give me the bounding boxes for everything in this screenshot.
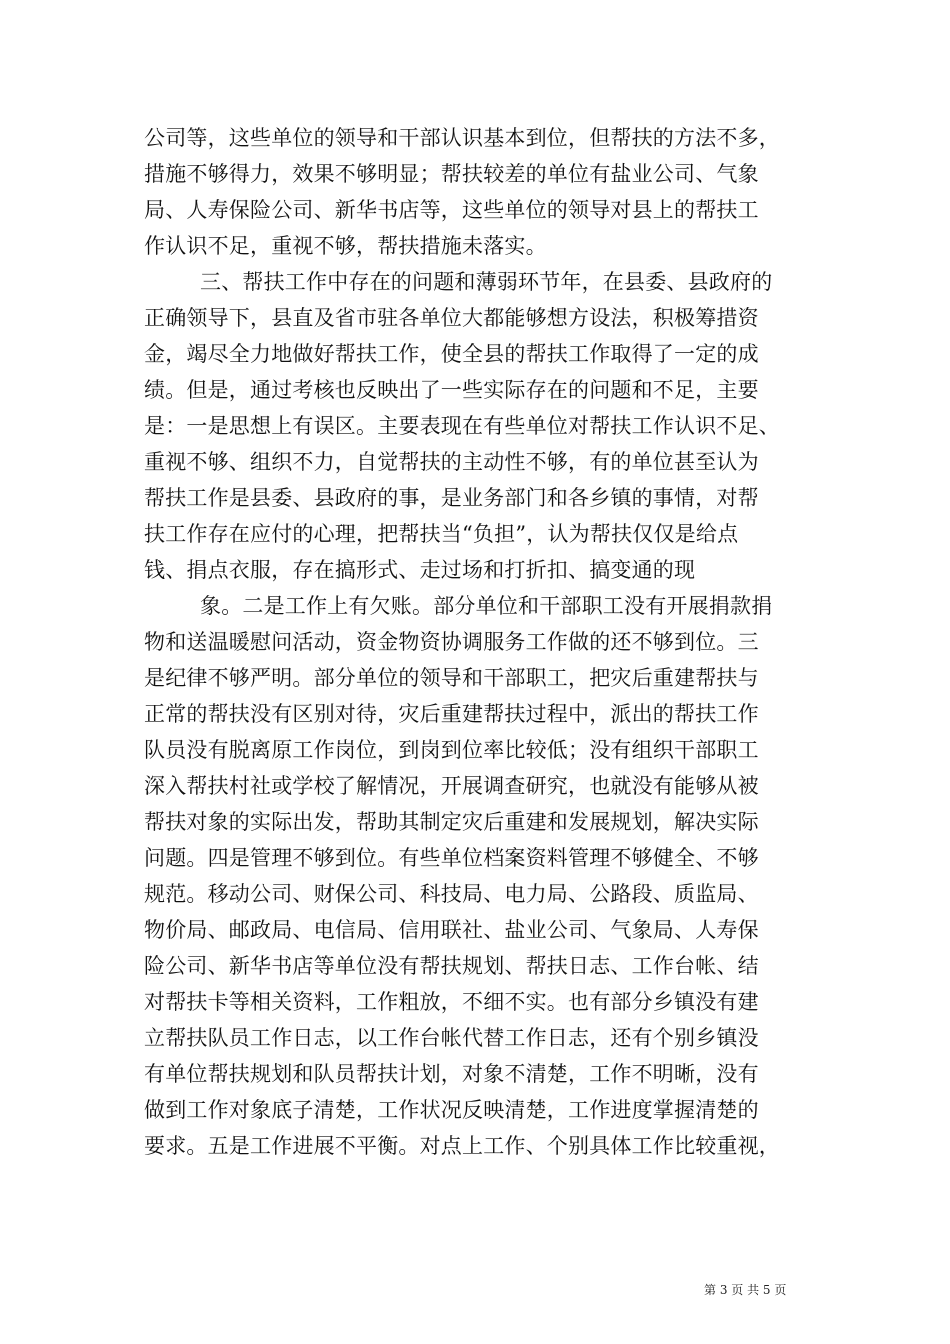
text-line: 帮扶对象的实际出发，帮助其制定灾后重建和发展规划，解决实际 bbox=[144, 810, 759, 834]
text-line: 正常的帮扶没有区别对待，灾后重建帮扶过程中，派出的帮扶工作 bbox=[144, 702, 759, 726]
text-line: 深入帮扶村社或学校了解情况，开展调查研究，也就没有能够从被 bbox=[144, 774, 759, 798]
text-line: 三、帮扶工作中存在的问题和薄弱环节年，在县委、县政府的 bbox=[200, 270, 773, 294]
text-line: 是：一是思想上有误区。主要表现在有些单位对帮扶工作认识不足、 bbox=[144, 414, 780, 438]
text-line: 局、人寿保险公司、新华书店等，这些单位的领导对县上的帮扶工 bbox=[144, 198, 759, 222]
text-line: 正确领导下，县直及省市驻各单位大都能够想方设法，积极筹措资 bbox=[144, 306, 759, 330]
text-line: 险公司、新华书店等单位没有帮扶规划、帮扶日志、工作台帐、结 bbox=[144, 954, 759, 978]
text-line: 对帮扶卡等相关资料，工作粗放，不细不实。也有部分乡镇没有建 bbox=[144, 990, 759, 1014]
text-line: 物和送温暖慰问活动，资金物资协调服务工作做的还不够到位。三 bbox=[144, 630, 759, 654]
text-line: 重视不够、组织不力，自觉帮扶的主动性不够，有的单位甚至认为 bbox=[144, 450, 759, 474]
text-line: 钱、捐点衣服，存在搞形式、走过场和打折扣、搞变通的现 bbox=[144, 558, 696, 582]
text-line: 象。二是工作上有欠账。部分单位和干部职工没有开展捐款捐 bbox=[200, 594, 773, 618]
text-line: 帮扶工作是县委、县政府的事，是业务部门和各乡镇的事情，对帮 bbox=[144, 486, 759, 510]
text-line: 扶工作存在应付的心理，把帮扶当“负担”，认为帮扶仅仅是给点 bbox=[144, 522, 739, 546]
text-line: 措施不够得力，效果不够明显；帮扶较差的单位有盐业公司、气象 bbox=[144, 162, 759, 186]
page-number: 第 3 页 共 5 页 bbox=[704, 1283, 787, 1297]
text-line: 金，竭尽全力地做好帮扶工作，使全县的帮扶工作取得了一定的成 bbox=[144, 342, 759, 366]
text-line: 队员没有脱离原工作岗位，到岗到位率比较低；没有组织干部职工 bbox=[144, 738, 759, 762]
text-line: 公司等，这些单位的领导和干部认识基本到位，但帮扶的方法不多， bbox=[144, 126, 780, 150]
text-line: 要求。五是工作进展不平衡。对点上工作、个别具体工作比较重视， bbox=[144, 1134, 780, 1158]
body-text bbox=[144, 120, 834, 1164]
text-line: 问题。四是管理不够到位。有些单位档案资料管理不够健全、不够 bbox=[144, 846, 759, 870]
text-line: 物价局、邮政局、电信局、信用联社、盐业公司、气象局、人寿保 bbox=[144, 918, 759, 942]
text-line: 是纪律不够严明。部分单位的领导和干部职工，把灾后重建帮扶与 bbox=[144, 666, 759, 690]
text-line: 规范。移动公司、财保公司、科技局、电力局、公路段、质监局、 bbox=[144, 882, 759, 906]
text-line: 做到工作对象底子清楚，工作状况反映清楚，工作进度掌握清楚的 bbox=[144, 1098, 759, 1122]
text-line: 绩。但是，通过考核也反映出了一些实际存在的问题和不足，主要 bbox=[144, 378, 759, 402]
text-line: 立帮扶队员工作日志，以工作台帐代替工作日志，还有个别乡镇没 bbox=[144, 1026, 759, 1050]
text-line: 有单位帮扶规划和队员帮扶计划，对象不清楚，工作不明晰，没有 bbox=[144, 1062, 759, 1086]
text-line: 作认识不足，重视不够，帮扶措施未落实。 bbox=[144, 234, 547, 258]
